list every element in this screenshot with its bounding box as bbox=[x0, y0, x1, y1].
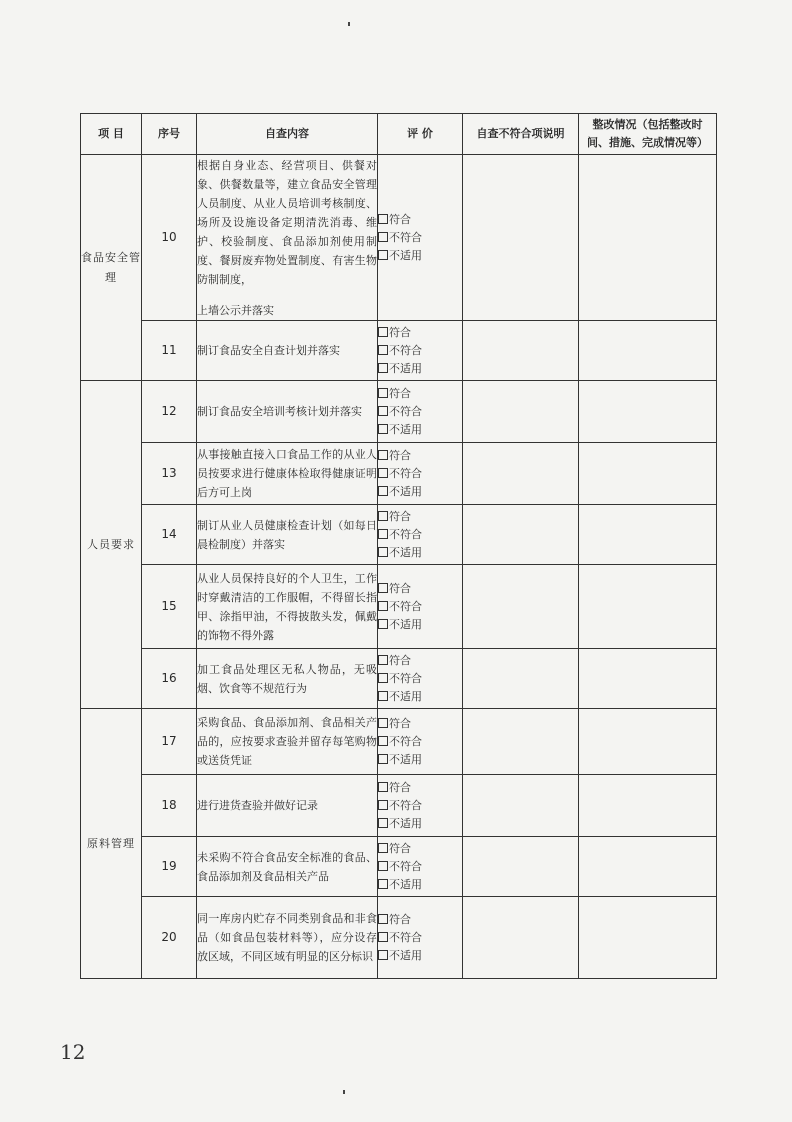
checkbox-icon[interactable] bbox=[378, 655, 388, 665]
evaluation-option[interactable] bbox=[378, 229, 462, 247]
checkbox-icon[interactable] bbox=[378, 914, 388, 924]
self-inspection-table bbox=[80, 113, 717, 979]
evaluation-option[interactable] bbox=[378, 815, 462, 833]
content-text: 制订从业人员健康检查计划（如每日晨检制度）并落实 bbox=[197, 518, 377, 551]
evaluation-option[interactable] bbox=[378, 779, 462, 797]
evaluation-option[interactable] bbox=[378, 483, 462, 501]
evaluation-option-label: 不符合 bbox=[389, 798, 422, 812]
category-cell: 食品安全管理 bbox=[81, 155, 142, 381]
content-cell bbox=[197, 649, 378, 709]
category-cell: 人员要求 bbox=[81, 381, 142, 709]
evaluation-option-label: 符合 bbox=[389, 780, 411, 794]
evaluation-option-label: 不适用 bbox=[389, 422, 422, 436]
checkbox-icon[interactable] bbox=[378, 363, 388, 373]
checkbox-icon[interactable] bbox=[378, 406, 388, 416]
evaluation-option[interactable] bbox=[378, 211, 462, 229]
evaluation-option[interactable] bbox=[378, 688, 462, 706]
checkbox-icon[interactable] bbox=[378, 736, 388, 746]
rectification-cell[interactable] bbox=[579, 775, 717, 837]
evaluation-option-label: 不适用 bbox=[389, 877, 422, 891]
evaluation-option[interactable] bbox=[378, 715, 462, 733]
checkbox-icon[interactable] bbox=[378, 673, 388, 683]
evaluation-option[interactable] bbox=[378, 247, 462, 265]
evaluation-option[interactable] bbox=[378, 508, 462, 526]
seq-cell: 13 bbox=[142, 443, 197, 505]
scan-mark-top bbox=[348, 22, 350, 26]
evaluation-option-label: 符合 bbox=[389, 841, 411, 855]
content-cell bbox=[197, 381, 378, 443]
evaluation-option[interactable] bbox=[378, 858, 462, 876]
content-cell bbox=[197, 321, 378, 381]
evaluation-option-label: 不适用 bbox=[389, 752, 422, 766]
header-project: 项 目 bbox=[81, 114, 142, 155]
checkbox-icon[interactable] bbox=[378, 511, 388, 521]
checkbox-icon[interactable] bbox=[378, 718, 388, 728]
checkbox-icon[interactable] bbox=[378, 691, 388, 701]
noncompliance-cell[interactable] bbox=[463, 505, 579, 565]
header-rectification: 整改情况（包括整改时间、措施、完成情况等） bbox=[579, 114, 717, 155]
checkbox-icon[interactable] bbox=[378, 843, 388, 853]
checkbox-icon[interactable] bbox=[378, 879, 388, 889]
content-cell bbox=[197, 897, 378, 979]
table-row bbox=[81, 381, 717, 443]
seq-cell: 17 bbox=[142, 709, 197, 775]
evaluation-cell bbox=[378, 505, 463, 565]
rectification-cell[interactable] bbox=[579, 897, 717, 979]
evaluation-option-label: 符合 bbox=[389, 386, 411, 400]
seq-cell: 12 bbox=[142, 381, 197, 443]
evaluation-option-label: 不适用 bbox=[389, 617, 422, 631]
content-text: 制订食品安全培训考核计划并落实 bbox=[197, 405, 362, 418]
rectification-cell[interactable] bbox=[579, 155, 717, 321]
evaluation-option-label: 符合 bbox=[389, 325, 411, 339]
evaluation-option-label: 不符合 bbox=[389, 343, 422, 357]
noncompliance-cell[interactable] bbox=[463, 897, 579, 979]
checkbox-icon[interactable] bbox=[378, 861, 388, 871]
content-text: 根据自身业态、经营项目、供餐对象、供餐数量等，建立食品安全管理人员制度、从业人员培训考核制度、场所及设施设备定期清洗消毒、维护、校验制度、食品添加剂使用制度、餐厨废弃物处置制度、有害生物防制制度， bbox=[197, 158, 377, 286]
evaluation-cell bbox=[378, 381, 463, 443]
evaluation-option-label: 符合 bbox=[389, 581, 411, 595]
evaluation-option-label: 不符合 bbox=[389, 404, 422, 418]
evaluation-option[interactable] bbox=[378, 403, 462, 421]
header-evaluation: 评 价 bbox=[378, 114, 463, 155]
evaluation-option-label: 不符合 bbox=[389, 230, 422, 244]
table-row bbox=[81, 649, 717, 709]
evaluation-option-label: 不适用 bbox=[389, 484, 422, 498]
evaluation-cell bbox=[378, 155, 463, 321]
evaluation-option[interactable] bbox=[378, 947, 462, 965]
content-cell bbox=[197, 775, 378, 837]
content-text: 加工食品处理区无私人物品，无吸烟、饮食等不规范行为 bbox=[197, 662, 377, 695]
evaluation-cell bbox=[378, 443, 463, 505]
evaluation-option-label: 不符合 bbox=[389, 671, 422, 685]
checkbox-icon[interactable] bbox=[378, 800, 388, 810]
noncompliance-cell[interactable] bbox=[463, 837, 579, 897]
evaluation-option[interactable] bbox=[378, 544, 462, 562]
rectification-cell[interactable] bbox=[579, 649, 717, 709]
evaluation-cell bbox=[378, 321, 463, 381]
checkbox-icon[interactable] bbox=[378, 619, 388, 629]
evaluation-option[interactable] bbox=[378, 911, 462, 929]
evaluation-option[interactable] bbox=[378, 929, 462, 947]
evaluation-option[interactable] bbox=[378, 342, 462, 360]
category-cell: 原料管理 bbox=[81, 709, 142, 979]
table-row bbox=[81, 443, 717, 505]
checkbox-icon[interactable] bbox=[378, 547, 388, 557]
evaluation-cell bbox=[378, 775, 463, 837]
content-cell bbox=[197, 709, 378, 775]
evaluation-option-label: 不适用 bbox=[389, 948, 422, 962]
checkbox-icon[interactable] bbox=[378, 932, 388, 942]
scan-mark-bottom bbox=[343, 1090, 345, 1094]
seq-cell: 14 bbox=[142, 505, 197, 565]
evaluation-option-label: 符合 bbox=[389, 212, 411, 226]
evaluation-option[interactable] bbox=[378, 447, 462, 465]
evaluation-cell bbox=[378, 709, 463, 775]
rectification-cell[interactable] bbox=[579, 505, 717, 565]
table-row bbox=[81, 775, 717, 837]
evaluation-option[interactable] bbox=[378, 616, 462, 634]
content-cell bbox=[197, 505, 378, 565]
rectification-cell[interactable] bbox=[579, 709, 717, 775]
rectification-cell[interactable] bbox=[579, 837, 717, 897]
content-text: 采购食品、食品添加剂、食品相关产品的，应按要求查验并留存每笔购物或送货凭证 bbox=[197, 716, 377, 767]
noncompliance-cell[interactable] bbox=[463, 381, 579, 443]
evaluation-option-label: 不符合 bbox=[389, 859, 422, 873]
checkbox-icon[interactable] bbox=[378, 232, 388, 242]
content-text: 进行进货查验并做好记录 bbox=[197, 799, 318, 812]
header-content: 自查内容 bbox=[197, 114, 378, 155]
header-noncompliance: 自查不符合项说明 bbox=[463, 114, 579, 155]
content-cell bbox=[197, 565, 378, 649]
evaluation-option-label: 符合 bbox=[389, 653, 411, 667]
evaluation-option-label: 不符合 bbox=[389, 466, 422, 480]
page-number: 12 bbox=[60, 1040, 86, 1064]
seq-cell: 19 bbox=[142, 837, 197, 897]
noncompliance-cell[interactable] bbox=[463, 709, 579, 775]
content-text: 制订食品安全自查计划并落实 bbox=[197, 344, 340, 357]
evaluation-option[interactable] bbox=[378, 751, 462, 769]
evaluation-option-label: 不适用 bbox=[389, 816, 422, 830]
checkbox-icon[interactable] bbox=[378, 214, 388, 224]
table-row bbox=[81, 897, 717, 979]
checkbox-icon[interactable] bbox=[378, 950, 388, 960]
evaluation-option[interactable] bbox=[378, 598, 462, 616]
header-seq: 序号 bbox=[142, 114, 197, 155]
seq-cell: 11 bbox=[142, 321, 197, 381]
rectification-cell[interactable] bbox=[579, 443, 717, 505]
content-cell bbox=[197, 155, 378, 321]
evaluation-option-label: 符合 bbox=[389, 448, 411, 462]
noncompliance-cell[interactable] bbox=[463, 649, 579, 709]
evaluation-option-label: 不适用 bbox=[389, 248, 422, 262]
checkbox-icon[interactable] bbox=[378, 468, 388, 478]
content-cell bbox=[197, 837, 378, 897]
table-row bbox=[81, 709, 717, 775]
content-cell bbox=[197, 443, 378, 505]
checkbox-icon[interactable] bbox=[378, 529, 388, 539]
content-text-extra: 上墙公示并落实 bbox=[197, 303, 274, 317]
evaluation-cell bbox=[378, 897, 463, 979]
evaluation-option-label: 不适用 bbox=[389, 545, 422, 559]
checkbox-icon[interactable] bbox=[378, 345, 388, 355]
evaluation-option[interactable] bbox=[378, 385, 462, 403]
evaluation-option-label: 符合 bbox=[389, 716, 411, 730]
evaluation-cell bbox=[378, 649, 463, 709]
checkbox-icon[interactable] bbox=[378, 601, 388, 611]
content-text: 从事接触直接入口食品工作的从业人员按要求进行健康体检取得健康证明后方可上岗 bbox=[197, 448, 377, 499]
seq-cell: 15 bbox=[142, 565, 197, 649]
evaluation-option-label: 不适用 bbox=[389, 689, 422, 703]
evaluation-option[interactable] bbox=[378, 421, 462, 439]
evaluation-option-label: 不符合 bbox=[389, 930, 422, 944]
evaluation-cell bbox=[378, 837, 463, 897]
checkbox-icon[interactable] bbox=[378, 782, 388, 792]
rectification-cell[interactable] bbox=[579, 381, 717, 443]
checkbox-icon[interactable] bbox=[378, 754, 388, 764]
evaluation-option[interactable] bbox=[378, 324, 462, 342]
evaluation-option[interactable] bbox=[378, 465, 462, 483]
evaluation-option-label: 不符合 bbox=[389, 599, 422, 613]
checkbox-icon[interactable] bbox=[378, 388, 388, 398]
evaluation-option[interactable] bbox=[378, 840, 462, 858]
evaluation-option-label: 符合 bbox=[389, 912, 411, 926]
evaluation-option-label: 不符合 bbox=[389, 527, 422, 541]
table-row bbox=[81, 505, 717, 565]
seq-cell: 18 bbox=[142, 775, 197, 837]
table-row bbox=[81, 321, 717, 381]
seq-cell: 16 bbox=[142, 649, 197, 709]
content-text: 同一库房内贮存不同类别食品和非食品（如食品包装材料等），应分设存放区域，不同区域有明显的区分标识 bbox=[197, 912, 377, 963]
table-row bbox=[81, 155, 717, 321]
evaluation-option[interactable] bbox=[378, 876, 462, 894]
checkbox-icon[interactable] bbox=[378, 583, 388, 593]
noncompliance-cell[interactable] bbox=[463, 775, 579, 837]
seq-cell: 20 bbox=[142, 897, 197, 979]
checkbox-icon[interactable] bbox=[378, 424, 388, 434]
noncompliance-cell[interactable] bbox=[463, 443, 579, 505]
table-header-row bbox=[81, 114, 717, 155]
noncompliance-cell[interactable] bbox=[463, 321, 579, 381]
checkbox-icon[interactable] bbox=[378, 818, 388, 828]
seq-cell: 10 bbox=[142, 155, 197, 321]
evaluation-cell bbox=[378, 565, 463, 649]
noncompliance-cell[interactable] bbox=[463, 565, 579, 649]
rectification-cell[interactable] bbox=[579, 565, 717, 649]
table-row bbox=[81, 837, 717, 897]
content-text: 未采购不符合食品安全标准的食品、食品添加剂及食品相关产品 bbox=[197, 850, 377, 883]
evaluation-option-label: 符合 bbox=[389, 509, 411, 523]
checkbox-icon[interactable] bbox=[378, 486, 388, 496]
evaluation-option[interactable] bbox=[378, 670, 462, 688]
noncompliance-cell[interactable] bbox=[463, 155, 579, 321]
evaluation-option[interactable] bbox=[378, 652, 462, 670]
evaluation-option-label: 不适用 bbox=[389, 361, 422, 375]
content-text: 从业人员保持良好的个人卫生，工作时穿戴清洁的工作服帽，不得留长指甲、涂指甲油，不得披散头发，佩戴的饰物不得外露 bbox=[197, 571, 377, 642]
evaluation-option[interactable] bbox=[378, 797, 462, 815]
evaluation-option[interactable] bbox=[378, 733, 462, 751]
checkbox-icon[interactable] bbox=[378, 450, 388, 460]
checkbox-icon[interactable] bbox=[378, 250, 388, 260]
rectification-cell[interactable] bbox=[579, 321, 717, 381]
evaluation-option[interactable] bbox=[378, 526, 462, 544]
checkbox-icon[interactable] bbox=[378, 327, 388, 337]
evaluation-option[interactable] bbox=[378, 580, 462, 598]
evaluation-option-label: 不符合 bbox=[389, 734, 422, 748]
evaluation-option[interactable] bbox=[378, 360, 462, 378]
table-row bbox=[81, 565, 717, 649]
